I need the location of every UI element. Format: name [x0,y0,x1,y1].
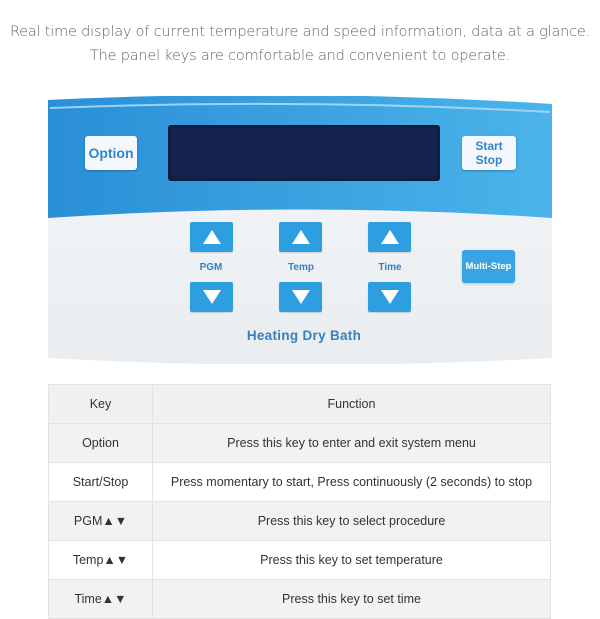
pgm-down-button[interactable] [190,282,233,312]
table-cell-key: Option [49,424,153,463]
temp-label: Temp [288,262,314,273]
triangle-up-icon [291,229,311,245]
triangle-up-icon [202,229,222,245]
intro-line-2: The panel keys are comfortable and convenient to operate. [89,48,511,64]
intro-line-1: Real time display of current temperature and speed information, data at a glance. [9,24,591,40]
pgm-up-button[interactable] [190,222,233,252]
temp-down-button[interactable] [279,282,322,312]
lcd-display [168,125,440,181]
table-cell-key: PGM▲▼ [49,502,153,541]
triangle-down-icon [291,289,311,305]
key-function-table [48,384,551,619]
table-cell-key: Time▲▼ [49,580,153,619]
triangle-up-icon [380,229,400,245]
table-row [49,541,551,580]
intro-text [0,20,600,68]
time-down-button[interactable] [368,282,411,312]
pgm-label: PGM [199,262,223,273]
triangle-down-icon [380,289,400,305]
time-label: Time [378,262,402,273]
start-stop-button[interactable] [462,136,516,170]
table-cell-function: Press this key to enter and exit system menu [153,424,551,463]
triangle-down-icon [202,289,222,305]
table-row [49,502,551,541]
table-cell-function: Press this key to set temperature [153,541,551,580]
time-up-button[interactable] [368,222,411,252]
stop-label: Stop [475,153,503,167]
table-row [49,463,551,502]
table-header-row [49,385,551,424]
multi-step-button[interactable]: Multi-Step [462,250,515,283]
table-cell-function: Press this key to set time [153,580,551,619]
header-function: Function [153,385,551,424]
control-panel [48,96,552,364]
table-cell-function: Press this key to select procedure [153,502,551,541]
start-label: Start [475,139,503,153]
table-row [49,580,551,619]
brand-label: Heating Dry Bath [246,328,362,343]
option-button[interactable]: Option [85,136,137,170]
temp-up-button[interactable] [279,222,322,252]
table-cell-function: Press momentary to start, Press continuously (2 seconds) to stop [153,463,551,502]
header-key: Key [49,385,153,424]
table-cell-key: Temp▲▼ [49,541,153,580]
table-cell-key: Start/Stop [49,463,153,502]
table-row [49,424,551,463]
